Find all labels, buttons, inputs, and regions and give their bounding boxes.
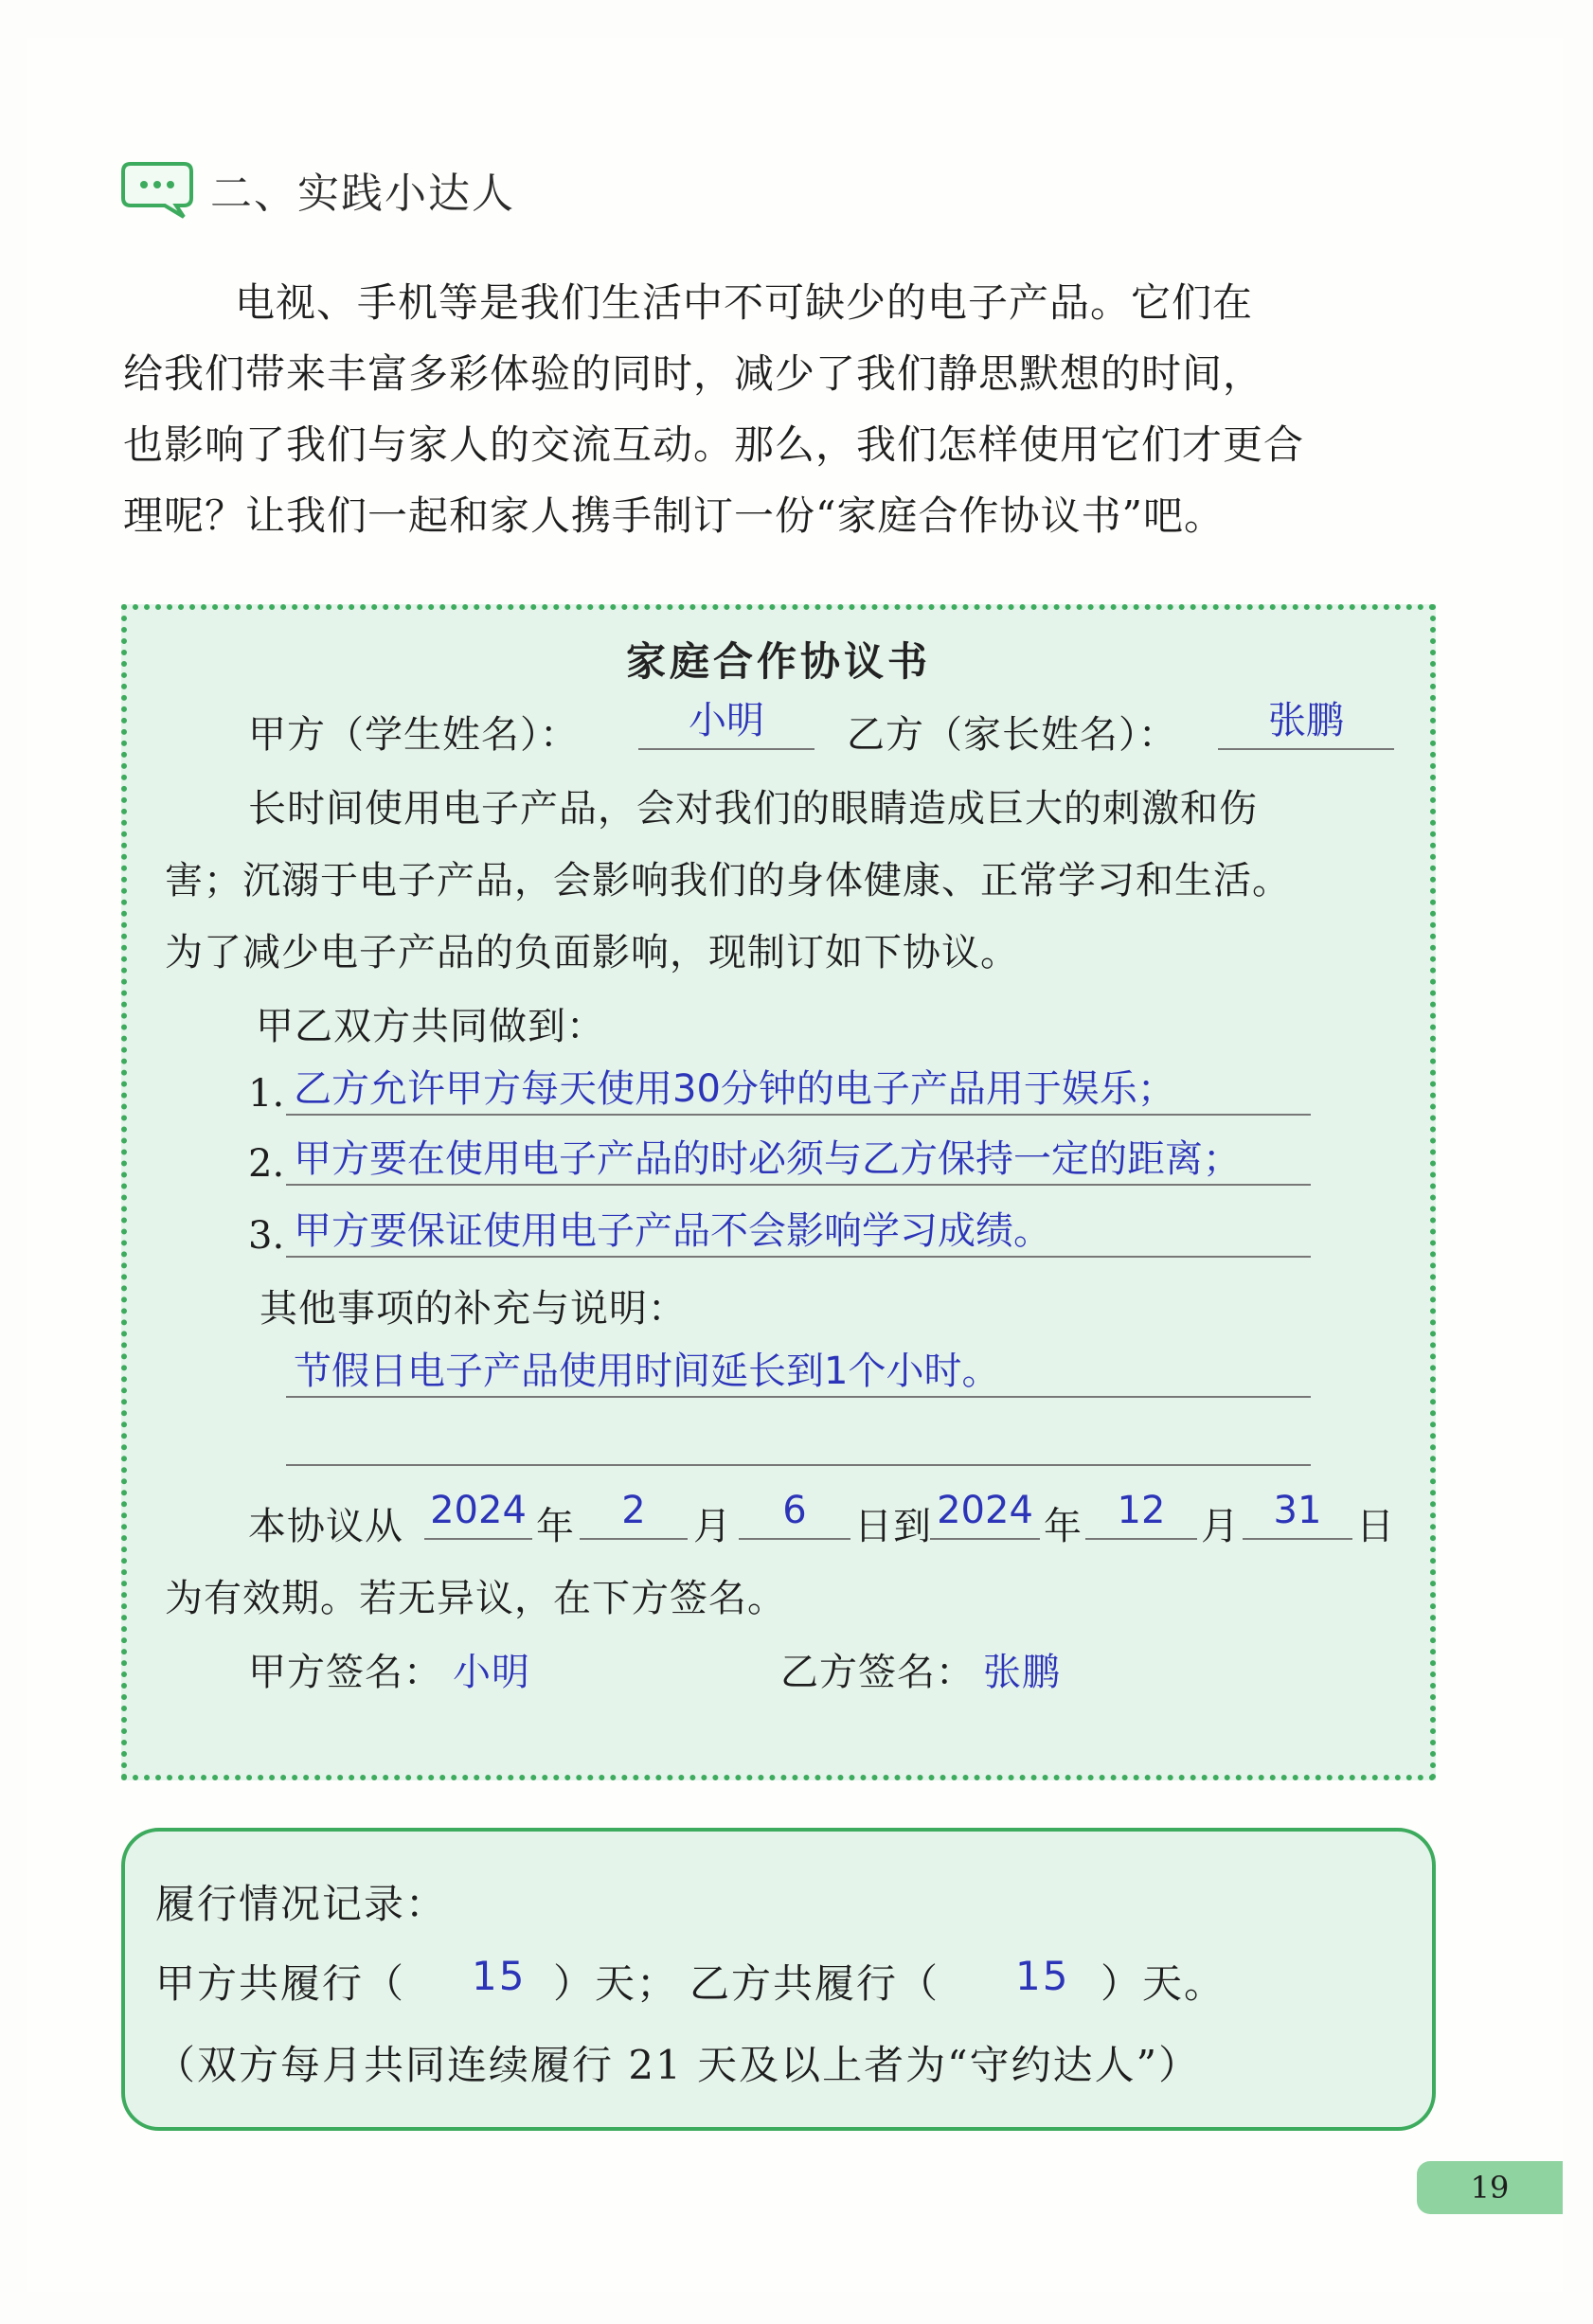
intro-line: 给我们带来丰富多彩体验的同时，减少了我们静思默想的时间， bbox=[123, 350, 1264, 397]
agreement-para-line: 为了减少电子产品的负面影响，现制订如下协议。 bbox=[165, 931, 1019, 974]
month-unit: 月 bbox=[693, 1505, 732, 1548]
intro-line: 理呢？让我们一起和家人携手制订一份“家庭合作协议书”吧。 bbox=[123, 492, 1225, 539]
item-number: 2. bbox=[248, 1142, 285, 1186]
both-parties-label: 甲乙双方共同做到： bbox=[256, 1005, 605, 1048]
page-number: 19 bbox=[1417, 2161, 1563, 2214]
other-notes-label: 其他事项的补充与说明： bbox=[260, 1287, 687, 1331]
other-notes-text[interactable]: 节假日电子产品使用时间延长到1个小时。 bbox=[294, 1350, 1000, 1393]
item-number: 3. bbox=[248, 1214, 285, 1258]
intro-line: 也影响了我们与家人的交流互动。那么，我们怎样使用它们才更合 bbox=[123, 421, 1305, 468]
record-note: （双方每月共同连续履行 21 天及以上者为“守约达人”） bbox=[155, 2042, 1201, 2088]
record-box bbox=[121, 1828, 1436, 2131]
agreement-title: 家庭合作协议书 bbox=[625, 638, 931, 685]
item-text[interactable]: 甲方要在使用电子产品的时必须与乙方保持一定的距离； bbox=[294, 1137, 1241, 1181]
item-underline bbox=[286, 1182, 1311, 1186]
record-b-label: 乙方共履行（ bbox=[689, 1960, 940, 2007]
agreement-para-line: 害；沉溺于电子产品，会影响我们的身体健康、正常学习和生活。 bbox=[165, 859, 1291, 903]
speech-bubble-icon bbox=[121, 156, 197, 223]
period-suffix: 为有效期。若无异议，在下方签名。 bbox=[165, 1577, 786, 1620]
section-title: 二、实践小达人 bbox=[210, 170, 515, 218]
item-text[interactable]: 甲方要保证使用电子产品不会影响学习成绩。 bbox=[294, 1209, 1051, 1253]
party-b-name-field[interactable]: 张鹏 bbox=[1218, 697, 1394, 750]
section-heading bbox=[121, 152, 515, 227]
start-year-field[interactable]: 2024 bbox=[424, 1487, 532, 1540]
notes-underline bbox=[286, 1394, 1311, 1398]
end-year-field[interactable]: 2024 bbox=[930, 1487, 1040, 1540]
item-text[interactable]: 乙方允许甲方每天使用30分钟的电子产品用于娱乐； bbox=[294, 1067, 1175, 1111]
item-underline bbox=[286, 1112, 1311, 1116]
day-unit: 日 bbox=[1356, 1505, 1395, 1548]
start-month-field[interactable]: 2 bbox=[580, 1487, 688, 1540]
record-a-label: 甲方共履行（ bbox=[155, 1960, 406, 2007]
year-unit: 年 bbox=[1044, 1505, 1083, 1548]
item-number: 1. bbox=[248, 1072, 285, 1116]
sign-a-label: 甲方签名： bbox=[248, 1651, 442, 1694]
end-month-field[interactable]: 12 bbox=[1085, 1487, 1197, 1540]
period-prefix: 本协议从 bbox=[248, 1505, 403, 1548]
record-b-unit: ）天。 bbox=[1101, 1960, 1226, 2007]
sign-b-field[interactable]: 张鹏 bbox=[983, 1651, 1061, 1694]
party-a-name-field[interactable]: 小明 bbox=[638, 697, 814, 750]
intro-paragraph bbox=[123, 267, 1449, 551]
party-b-label: 乙方（家长姓名）： bbox=[847, 713, 1177, 757]
agreement-box bbox=[121, 604, 1436, 1780]
record-a-days[interactable]: 15 bbox=[472, 1953, 527, 1999]
year-unit: 年 bbox=[536, 1505, 575, 1548]
start-day-field[interactable]: 6 bbox=[739, 1487, 850, 1540]
day-to: 日到 bbox=[854, 1505, 932, 1548]
sign-b-label: 乙方签名： bbox=[780, 1651, 975, 1694]
record-b-days[interactable]: 15 bbox=[1015, 1953, 1070, 1999]
month-unit: 月 bbox=[1201, 1505, 1240, 1548]
notes-underline bbox=[286, 1462, 1311, 1466]
record-a-unit: ）天； bbox=[553, 1960, 679, 2007]
agreement-para-line: 长时间使用电子产品，会对我们的眼睛造成巨大的刺激和伤 bbox=[248, 787, 1258, 831]
sign-a-field[interactable]: 小明 bbox=[453, 1651, 530, 1694]
end-day-field[interactable]: 31 bbox=[1243, 1487, 1352, 1540]
item-underline bbox=[286, 1254, 1311, 1258]
party-a-label: 甲方（学生姓名）： bbox=[248, 713, 579, 757]
intro-line: 电视、手机等是我们生活中不可缺少的电子产品。它们在 bbox=[235, 279, 1254, 326]
record-title: 履行情况记录： bbox=[155, 1881, 448, 1927]
